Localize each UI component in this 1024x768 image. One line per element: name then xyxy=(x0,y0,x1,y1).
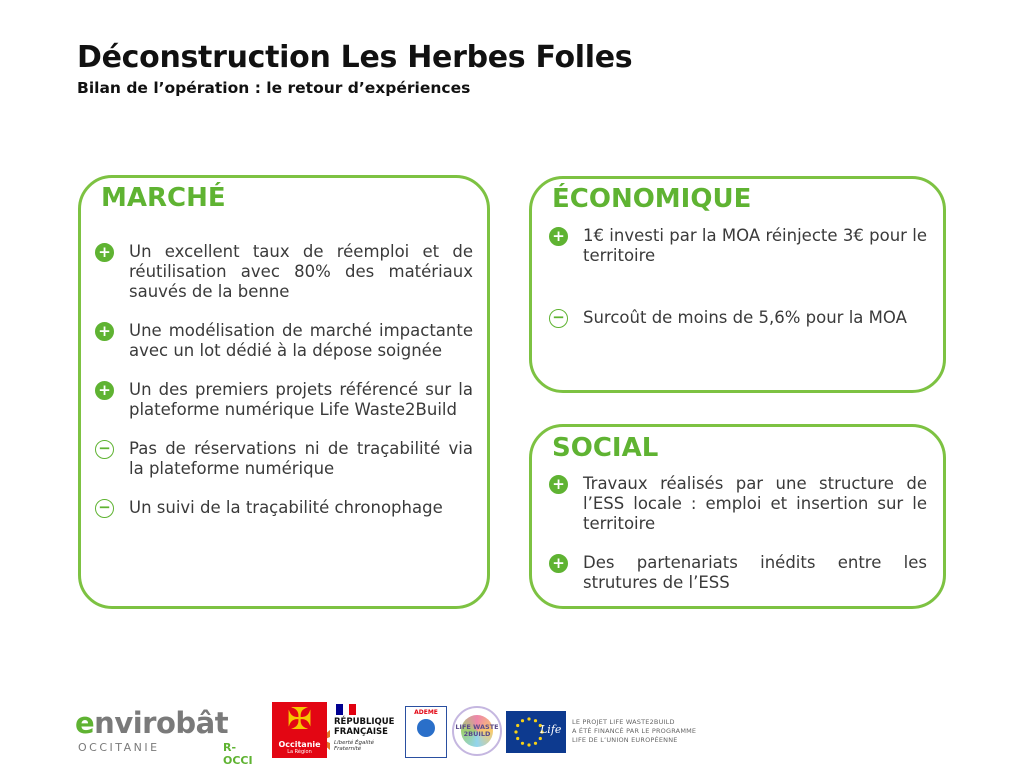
envirobat-logo-tag: OCCITANIE xyxy=(78,741,160,754)
republique-francaise-logo xyxy=(333,704,399,760)
rf-motto: Liberté Égalité Fraternité xyxy=(334,740,374,752)
list-item xyxy=(549,553,927,593)
plus-circle-icon: + xyxy=(95,243,114,262)
list-item xyxy=(549,474,927,534)
minus-circle-icon: − xyxy=(95,440,114,459)
occitan-cross-icon: ✠ xyxy=(286,702,313,737)
eu-life-label: Life xyxy=(540,723,562,736)
life-waste2build-label: LIFE WASTE 2BUILD xyxy=(455,723,499,738)
plus-circle-icon: + xyxy=(549,554,568,573)
list-item xyxy=(549,308,927,328)
envirobat-logo-e: e xyxy=(75,706,95,740)
list-item xyxy=(95,498,473,518)
list-item xyxy=(95,439,473,479)
list-item xyxy=(95,380,473,420)
plus-circle-icon: + xyxy=(95,322,114,341)
list-item-text: Une modélisation de marché impactante avec un lot dédié à la dépose soignée xyxy=(129,321,473,360)
card-economique-title: ÉCONOMIQUE xyxy=(548,183,755,215)
rf-title-line2: FRANÇAISE xyxy=(334,727,388,737)
list-item-text: Un suivi de la traçabilité chronophage xyxy=(129,498,443,517)
rf-title-line1: RÉPUBLIQUE xyxy=(334,717,395,727)
plus-circle-icon: + xyxy=(95,381,114,400)
occitanie-logo-small: La Région xyxy=(287,749,312,755)
list-item-text: Pas de réservations ni de traçabilité via la plateforme numérique xyxy=(129,439,473,478)
list-item xyxy=(95,242,473,302)
page-subtitle: Bilan de l’opération : le retour d’expériences xyxy=(77,79,471,97)
envirobat-logo-word: nvirobât xyxy=(94,706,229,740)
rocci-label: R-OCCI xyxy=(223,741,253,767)
life-waste2build-logo xyxy=(452,706,502,756)
list-item xyxy=(549,226,927,266)
list-item-text: Un des premiers projets référencé sur la plateforme numérique Life Waste2Build xyxy=(129,380,473,419)
card-economique-list xyxy=(549,226,927,347)
occitanie-region-logo xyxy=(272,702,327,758)
card-social-list xyxy=(549,474,927,612)
eu-funding-line2: A ÉTÉ FINANCÉ PAR LE PROGRAMME xyxy=(572,727,697,735)
envirobat-logo xyxy=(75,706,265,767)
eu-life-logo xyxy=(506,711,566,753)
card-marche-list xyxy=(95,242,473,537)
plus-circle-icon: + xyxy=(549,227,568,246)
card-social-title: SOCIAL xyxy=(548,432,662,464)
card-marche-title: MARCHÉ xyxy=(97,182,230,214)
plus-circle-icon: + xyxy=(549,475,568,494)
occitanie-logo-label: Occitanie xyxy=(278,740,321,749)
french-flag-icon xyxy=(336,704,356,715)
globe-icon xyxy=(417,719,435,737)
ademe-label: ADEME xyxy=(414,709,438,716)
list-item-text: Travaux réalisés par une structure de l’ESS locale : emploi et insertion sur le territoire xyxy=(583,474,927,533)
list-item-text: 1€ investi par la MOA réinjecte 3€ pour le territoire xyxy=(583,226,927,265)
minus-circle-icon: − xyxy=(95,499,114,518)
list-item-text: Un excellent taux de réemploi et de réutilisation avec 80% des matériaux sauvés de la benne xyxy=(129,242,473,301)
list-item-text: Des partenariats inédits entre les strutures de l’ESS xyxy=(583,553,927,592)
list-item xyxy=(95,321,473,361)
ademe-logo xyxy=(405,706,447,758)
eu-funding-text xyxy=(572,718,696,745)
list-item-text: Surcoût de moins de 5,6% pour la MOA xyxy=(583,308,907,327)
eu-funding-line3: LIFE DE L’UNION EUROPÉENNE xyxy=(572,736,678,744)
page-title: Déconstruction Les Herbes Folles xyxy=(77,40,633,75)
minus-circle-icon: − xyxy=(549,309,568,328)
eu-funding-line1: LE PROJET LIFE WASTE2BUILD xyxy=(572,718,675,726)
